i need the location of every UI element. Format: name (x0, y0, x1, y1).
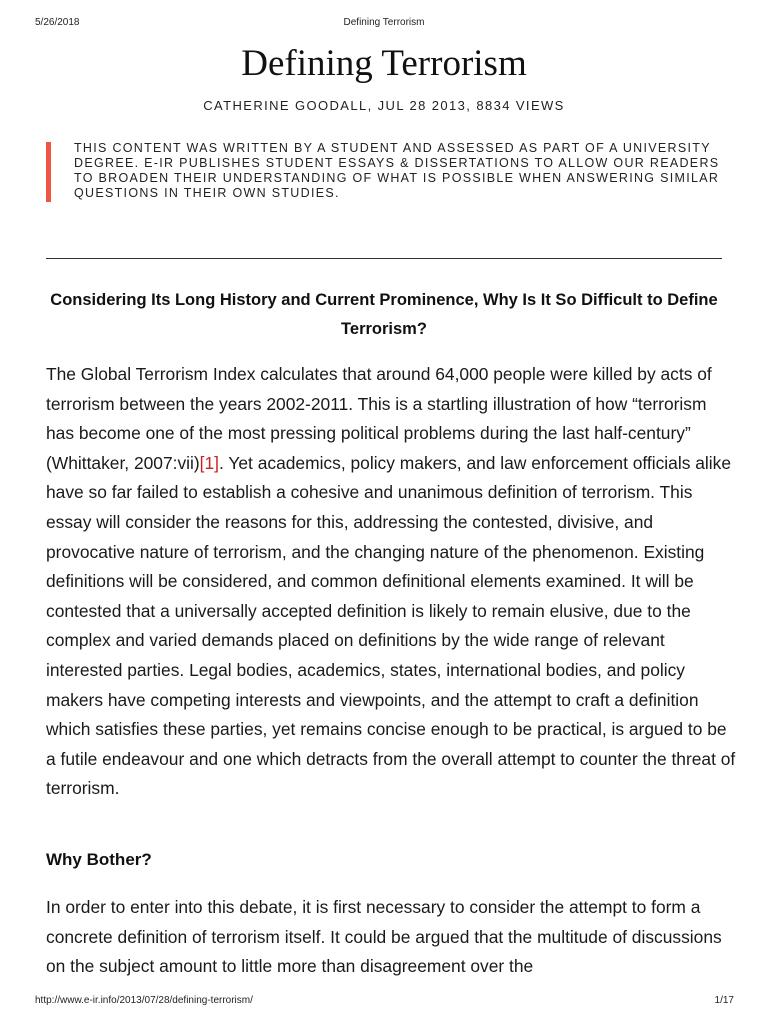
divider (46, 258, 722, 259)
print-date: 5/26/2018 (35, 17, 80, 28)
paragraph-text: . Yet academics, policy makers, and law enforcement officials alike have so far failed to establish a cohesive and unanimous definition of terrorism. This essay will consider the reasons for this, addressing the contested, divisive, and provocative nature of terrorism, and the changing nature of the phenomenon. Existing definitions will be considered, and common definitional elements examined. It will be contested that a universally accepted definition is likely to remain elusive, due to the complex and varied demands placed on definitions by the wide range of relevant interested parties. Legal bodies, academics, states, international bodies, and policy makers have competing interests and viewpoints, and the attempt to craft a definition which satisfies these parties, yet remains concise enough to be practical, is argued to be a futile endeavour and one which detracts from the overall attempt to counter the threat of terrorism. (46, 452, 736, 799)
footnote-link[interactable]: [1] (199, 452, 220, 473)
byline: CATHERINE GOODALL, JUL 28 2013, 8834 VIEWS (203, 98, 565, 113)
section-heading: Why Bother? (46, 850, 152, 869)
article-paragraph: In order to enter into this debate, it is first necessary to consider the attempt to form a concrete definition of terrorism itself. It could be argued that the multitude of discussions on the subject amount to little more than disagreement over the (46, 897, 722, 977)
article-heading: Considering Its Long History and Current Prominence, Why Is It So Difficult to Define Terrorism? (50, 291, 718, 338)
notice-accent-bar (46, 142, 51, 202)
paragraph-text: The Global Terrorism Index calculates that around 64,000 people were killed by acts of terrorism between the years 2002-2011. This is a startling illustration of how “terrorism has become one of the most pressing political problems during the last half-century” (Whittaker, 2007:vii) (46, 364, 712, 473)
article-paragraph (46, 360, 736, 804)
student-content-notice: THIS CONTENT WAS WRITTEN BY A STUDENT AND ASSESSED AS PART OF A UNIVERSITY DEGREE. E-IR PUBLISHES STUDENT ESSAYS & DISSERTATIONS TO ALLOW OUR READERS TO BROADEN THEIR UNDERSTANDING OF WHAT IS POSSIBLE WHEN ANSWERING SIMILAR QUESTIONS IN THEIR OWN STUDIES. (74, 141, 720, 200)
print-url: http://www.e-ir.info/2013/07/28/defining-terrorism/ (35, 995, 253, 1006)
page-number: 1/17 (714, 995, 734, 1006)
print-header (0, 17, 768, 31)
page-title: Defining Terrorism (241, 43, 527, 84)
print-header-title: Defining Terrorism (343, 17, 425, 28)
print-footer (0, 995, 768, 1009)
